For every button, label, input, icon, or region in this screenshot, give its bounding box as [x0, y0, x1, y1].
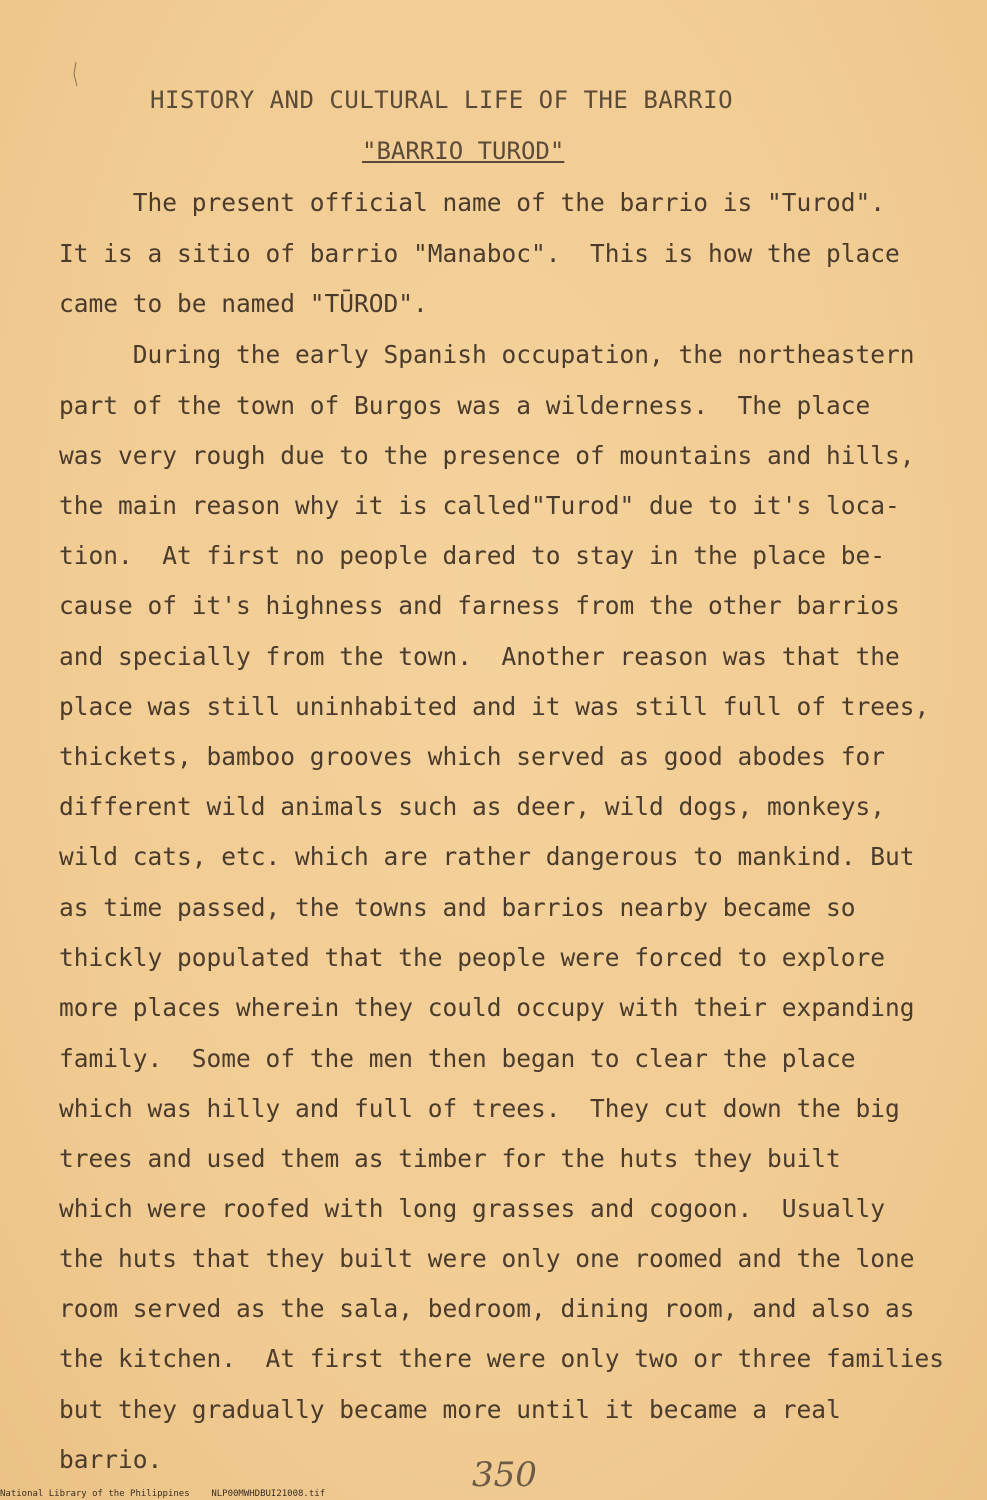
document-subtitle: "BARRIO TUROD" [362, 137, 565, 165]
body-line: trees and used them as timber for the huts they built [59, 1144, 841, 1173]
body-line: family. Some of the men then began to clear the place [59, 1044, 856, 1073]
body-line: During the early Spanish occupation, the northeastern [59, 340, 915, 369]
body-line: The present official name of the barrio is "Turod". [59, 188, 886, 217]
body-line: the kitchen. At first there were only two or three families [59, 1344, 945, 1373]
body-line: room served as the sala, bedroom, dining room, and also as [59, 1294, 915, 1323]
body-line: but they gradually became more until it became a real [59, 1395, 841, 1424]
body-line: and specially from the town. Another reason was that the [59, 642, 900, 671]
body-line: the main reason why it is called"Turod" due to it's loca- [59, 491, 900, 520]
body-line: was very rough due to the presence of mountains and hills, [59, 441, 915, 470]
body-line: cause of it's highness and farness from the other barrios [59, 591, 900, 620]
body-line: the huts that they built were only one roomed and the lone [59, 1244, 915, 1273]
body-line: barrio. [59, 1445, 163, 1474]
archive-footer: National Library of the Philippines NLP00MWHDBUI21008.tif [0, 1489, 326, 1499]
handwritten-page-number: 350 [472, 1455, 537, 1495]
body-line: thickly populated that the people were forced to explore [59, 943, 886, 972]
body-line: different wild animals such as deer, wild dogs, monkeys, [59, 792, 886, 821]
body-line: which were roofed with long grasses and cogoon. Usually [59, 1194, 886, 1223]
body-line: tion. At first no people dared to stay in the place be- [59, 541, 886, 570]
body-line: It is a sitio of barrio "Manaboc". This is how the place [59, 239, 900, 268]
body-line: thickets, bamboo grooves which served as good abodes for [59, 742, 886, 771]
document-title: HISTORY AND CULTURAL LIFE OF THE BARRIO [150, 86, 734, 114]
body-line: part of the town of Burgos was a wilderness. The place [59, 391, 871, 420]
margin-mark [70, 60, 80, 90]
body-line: wild cats, etc. which are rather dangerous to mankind. But [59, 842, 915, 871]
body-line: as time passed, the towns and barrios nearby became so [59, 893, 856, 922]
body-line: came to be named "TŪROD". [59, 289, 428, 318]
body-line: more places wherein they could occupy with their expanding [59, 993, 915, 1022]
body-line: place was still uninhabited and it was still full of trees, [59, 692, 930, 721]
body-line: which was hilly and full of trees. They cut down the big [59, 1094, 900, 1123]
